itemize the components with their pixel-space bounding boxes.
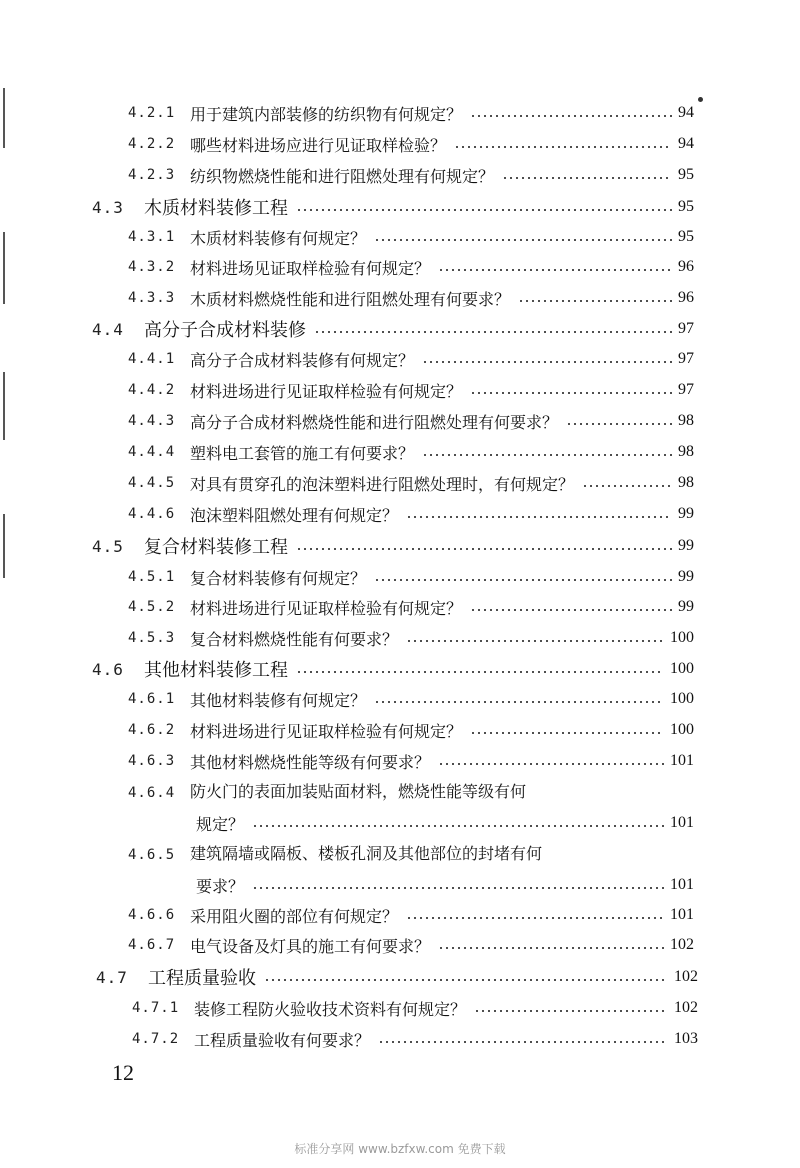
dot-leader bbox=[296, 671, 664, 673]
toc-entry-page: 98 bbox=[678, 443, 694, 460]
toc-entry-page: 95 bbox=[678, 228, 694, 245]
toc-entry bbox=[128, 377, 694, 403]
dot-leader bbox=[374, 579, 672, 581]
toc-entry bbox=[128, 748, 694, 774]
page-number: 12 bbox=[112, 1060, 134, 1085]
toc-entry-title: 材料进场进行见证取样检验有何规定？ bbox=[190, 381, 463, 401]
scan-edge-mark bbox=[3, 232, 5, 304]
toc-entry bbox=[128, 564, 694, 590]
toc-entry bbox=[128, 131, 694, 157]
toc-entry-page: 97 bbox=[678, 350, 694, 367]
toc-entry-page: 96 bbox=[678, 289, 694, 306]
toc-entry-number: 4.5.1 bbox=[128, 569, 176, 585]
toc-entry-number: 4.7.2 bbox=[132, 1031, 180, 1047]
toc-entry-number: 4.6.7 bbox=[128, 937, 176, 953]
dot-leader bbox=[378, 1041, 668, 1043]
toc-entry bbox=[128, 162, 694, 188]
dot-leader bbox=[422, 361, 672, 363]
toc-entry bbox=[128, 625, 694, 651]
toc-section-number: 4.6 bbox=[92, 659, 124, 679]
toc-entry-title: 采用阻火圈的部位有何规定？ bbox=[190, 906, 399, 926]
toc-entry-number: 4.3.2 bbox=[128, 259, 176, 275]
toc-entry-number: 4.3.3 bbox=[128, 290, 176, 306]
toc-entry-number: 4.2.3 bbox=[128, 167, 176, 183]
toc-entry-title: 其他材料装修有何规定？ bbox=[190, 690, 367, 710]
dot-leader bbox=[438, 763, 664, 765]
toc-entry-page: 99 bbox=[678, 568, 694, 585]
toc-section-page: 102 bbox=[674, 968, 698, 985]
dot-leader bbox=[582, 485, 672, 487]
toc-entry-page: 94 bbox=[678, 135, 694, 152]
toc-section-page: 99 bbox=[678, 537, 694, 554]
toc-entry-number: 4.4.6 bbox=[128, 506, 176, 522]
toc-section-number: 4.5 bbox=[92, 536, 124, 556]
toc-entry-title: 材料进场进行见证取样检验有何规定？ bbox=[190, 598, 463, 618]
toc-entry-title: 电气设备及灯具的施工有何要求？ bbox=[190, 936, 431, 956]
toc-section-page: 95 bbox=[678, 198, 694, 215]
toc-entry-page: 101 bbox=[670, 814, 694, 831]
toc-entry-title: 用于建筑内部装修的纺织物有何规定？ bbox=[190, 104, 463, 124]
watermark-text: 标准分享网 www.bzfxw.com 免费下载 bbox=[294, 1142, 506, 1156]
toc-entry bbox=[128, 686, 694, 712]
toc-section bbox=[92, 194, 694, 220]
toc-entry bbox=[132, 995, 698, 1021]
dot-leader bbox=[454, 146, 672, 148]
toc-entry-title-continuation: 要求？ bbox=[196, 876, 245, 896]
toc-entry-title: 其他材料燃烧性能等级有何要求？ bbox=[190, 752, 431, 772]
toc-entry-title: 高分子合成材料燃烧性能和进行阻燃处理有何要求？ bbox=[190, 412, 559, 432]
toc-section-title: 木质材料装修工程 bbox=[144, 198, 288, 219]
toc-entry bbox=[128, 408, 694, 434]
toc-entry-page: 98 bbox=[678, 474, 694, 491]
toc-entry-title: 泡沫塑料阻燃处理有何规定？ bbox=[190, 505, 399, 525]
toc-entry-first-line bbox=[128, 779, 526, 805]
toc-entry bbox=[128, 902, 694, 928]
toc-entry-number: 4.5.3 bbox=[128, 630, 176, 646]
toc-section-title: 工程质量验收 bbox=[148, 968, 256, 989]
toc-section-number: 4.3 bbox=[92, 197, 124, 217]
toc-entry-number: 4.6.2 bbox=[128, 722, 176, 738]
toc-entry-number: 4.6.3 bbox=[128, 753, 176, 769]
toc-section-number: 4.7 bbox=[96, 967, 128, 987]
scan-edge-mark bbox=[3, 372, 5, 440]
toc-entry-title: 哪些材料进场应进行见证取样检验？ bbox=[190, 135, 447, 155]
toc-section-page: 100 bbox=[670, 660, 694, 677]
toc-entry-continuation bbox=[196, 872, 694, 898]
toc-entry-number: 4.4.3 bbox=[128, 413, 176, 429]
dot-leader bbox=[438, 269, 672, 271]
toc-entry-number: 4.2.2 bbox=[128, 136, 176, 152]
toc-entry-title: 建筑隔墙或隔板、楼板孔洞及其他部位的封堵有何 bbox=[190, 844, 543, 863]
toc-entry-number: 4.6.1 bbox=[128, 691, 176, 707]
toc-entry-number: 4.4.1 bbox=[128, 351, 176, 367]
toc-entry-title: 防火门的表面加装贴面材料，燃烧性能等级有何 bbox=[190, 782, 527, 801]
toc-entry-page: 100 bbox=[670, 629, 694, 646]
toc-entry-number: 4.3.1 bbox=[128, 229, 176, 245]
dot-leader bbox=[314, 331, 672, 333]
toc-entry-page: 102 bbox=[674, 999, 698, 1016]
scan-edge-mark bbox=[3, 88, 5, 148]
dot-leader bbox=[470, 115, 672, 117]
toc-entry-title: 复合材料装修有何规定？ bbox=[190, 568, 367, 588]
toc-entry-page: 100 bbox=[670, 690, 694, 707]
toc-entry-page: 103 bbox=[674, 1030, 698, 1047]
toc-entry bbox=[128, 346, 694, 372]
dot-leader bbox=[406, 917, 664, 919]
dot-leader bbox=[470, 392, 672, 394]
toc-entry bbox=[128, 470, 694, 496]
toc-entry bbox=[128, 100, 694, 126]
dot-leader bbox=[422, 454, 672, 456]
toc-section-title: 其他材料装修工程 bbox=[144, 660, 288, 681]
toc-entry-title: 复合材料燃烧性能有何要求？ bbox=[190, 629, 399, 649]
dot-leader bbox=[406, 516, 672, 518]
toc-entry-page: 99 bbox=[678, 598, 694, 615]
dot-leader bbox=[406, 640, 664, 642]
dot-leader bbox=[566, 423, 672, 425]
toc-entry-continuation bbox=[196, 810, 694, 836]
toc-entry-title: 工程质量验收有何要求？ bbox=[194, 1030, 371, 1050]
scan-edge-mark bbox=[3, 514, 5, 578]
dot-leader bbox=[438, 947, 664, 949]
toc-entry bbox=[128, 254, 694, 280]
toc-entry-number: 4.5.2 bbox=[128, 599, 176, 615]
toc-entry-title-continuation: 规定？ bbox=[196, 814, 245, 834]
toc-entry-title: 对具有贯穿孔的泡沫塑料进行阻燃处理时，有何规定？ bbox=[190, 474, 575, 494]
toc-entry-page: 97 bbox=[678, 381, 694, 398]
toc-entry-title: 木质材料装修有何规定？ bbox=[190, 228, 367, 248]
toc-entry-title: 材料进场见证取样检验有何规定？ bbox=[190, 258, 431, 278]
dot-leader bbox=[518, 300, 672, 302]
toc-section-title: 复合材料装修工程 bbox=[144, 537, 288, 558]
toc-entry-page: 101 bbox=[670, 752, 694, 769]
toc-section bbox=[92, 656, 694, 682]
toc-entry-number: 4.4.5 bbox=[128, 475, 176, 491]
toc-section bbox=[96, 964, 698, 990]
dot-leader bbox=[470, 732, 664, 734]
toc-entry bbox=[128, 594, 694, 620]
toc-entry bbox=[128, 285, 694, 311]
toc-entry-number: 4.6.4 bbox=[128, 785, 176, 801]
dot-leader bbox=[374, 701, 664, 703]
toc-entry bbox=[128, 501, 694, 527]
toc-entry-page: 101 bbox=[670, 906, 694, 923]
toc-entry-number: 4.6.6 bbox=[128, 907, 176, 923]
toc-entry-number: 4.6.5 bbox=[128, 847, 176, 863]
dot-leader bbox=[252, 887, 664, 889]
toc-entry-title: 材料进场进行见证取样检验有何规定？ bbox=[190, 721, 463, 741]
toc-entry-number: 4.4.4 bbox=[128, 444, 176, 460]
dot-leader bbox=[296, 209, 672, 211]
toc-entry-title: 装修工程防火验收技术资料有何规定？ bbox=[194, 999, 467, 1019]
dot-leader bbox=[296, 548, 672, 550]
toc-entry bbox=[132, 1026, 698, 1052]
toc-entry-number: 4.2.1 bbox=[128, 105, 176, 121]
dot-leader bbox=[474, 1010, 668, 1012]
toc-section bbox=[92, 316, 694, 342]
toc-section-number: 4.4 bbox=[92, 319, 124, 339]
toc-entry-page: 98 bbox=[678, 412, 694, 429]
dot-leader bbox=[502, 177, 672, 179]
toc-entry bbox=[128, 439, 694, 465]
toc-entry-title: 高分子合成材料装修有何规定？ bbox=[190, 350, 415, 370]
toc-section bbox=[92, 533, 694, 559]
toc-entry-page: 99 bbox=[678, 505, 694, 522]
toc-entry-page: 94 bbox=[678, 104, 694, 121]
toc-entry-page: 100 bbox=[670, 721, 694, 738]
toc-entry-title: 纺织物燃烧性能和进行阻燃处理有何规定？ bbox=[190, 166, 495, 186]
toc-entry bbox=[128, 224, 694, 250]
dot-leader bbox=[252, 825, 664, 827]
toc-entry bbox=[128, 717, 694, 743]
toc-entry-page: 102 bbox=[670, 936, 694, 953]
ink-speck bbox=[698, 97, 703, 102]
toc-entry bbox=[128, 932, 694, 958]
toc-entry-title: 塑料电工套管的施工有何要求？ bbox=[190, 443, 415, 463]
toc-section-page: 97 bbox=[678, 320, 694, 337]
dot-leader bbox=[374, 239, 672, 241]
dot-leader bbox=[470, 609, 672, 611]
toc-section-title: 高分子合成材料装修 bbox=[144, 320, 306, 341]
toc-entry-title: 木质材料燃烧性能和进行阻燃处理有何要求？ bbox=[190, 289, 511, 309]
toc-entry-page: 96 bbox=[678, 258, 694, 275]
toc-entry-page: 95 bbox=[678, 166, 694, 183]
toc-entry-first-line bbox=[128, 841, 542, 867]
toc-entry-number: 4.7.1 bbox=[132, 1000, 180, 1016]
toc-entry-number: 4.4.2 bbox=[128, 382, 176, 398]
dot-leader bbox=[264, 979, 668, 981]
toc-entry-page: 101 bbox=[670, 876, 694, 893]
